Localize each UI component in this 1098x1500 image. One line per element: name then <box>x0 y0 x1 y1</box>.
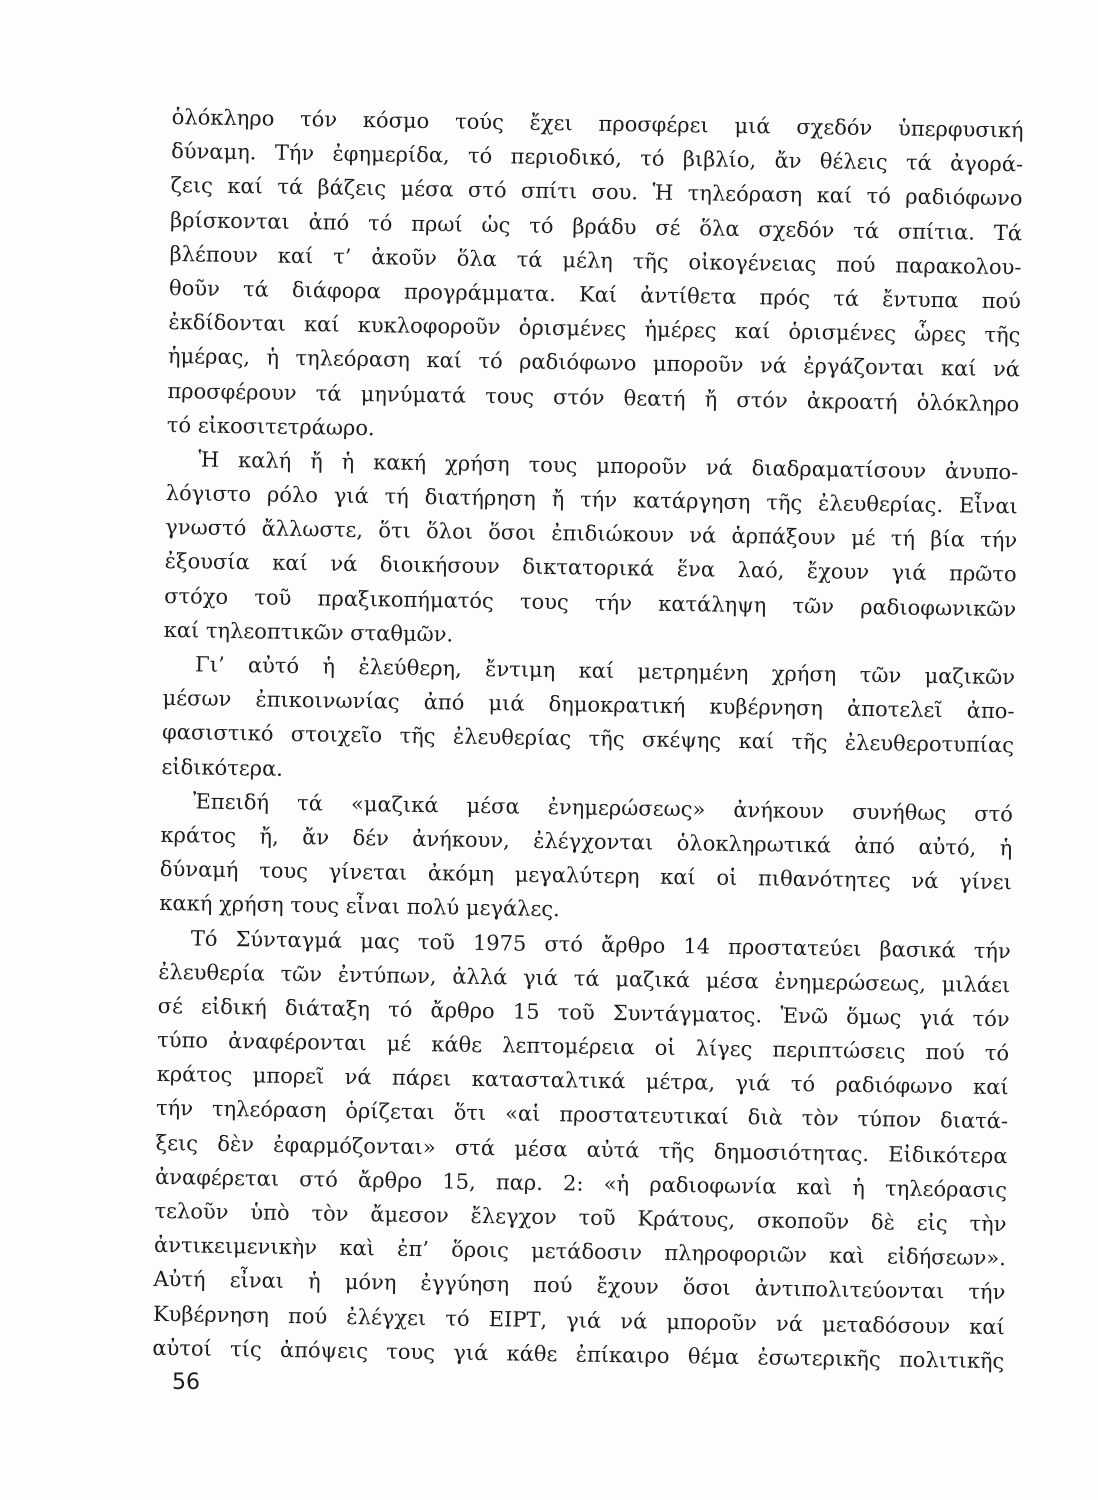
text-line: Τό Σύνταγμά μας τοῦ 1975 στό ἄρθρο 14 προστατεύει βασικά τήν <box>190 925 1011 963</box>
text-line: καί τηλεοπτικῶν σταθμῶν. <box>163 617 454 647</box>
text-line: βλέπουν καί τ’ ἀκοῦν ὅλα τά μέλη τῆς οἰκογένειας πού παρακολου- <box>169 241 1022 280</box>
text-line: ἐλευθερία τῶν ἐντύπων, ἀλλά γιά τά μαζικά μέσα ἐνημερώσεως, μιλάει <box>158 959 1011 997</box>
text-line: ἐξουσία καί νά διοικήσουν δικτατορικά ἕνα λαό, ἔχουν γιά πρῶτο <box>164 549 1017 587</box>
text-line: ἀναφέρεται στό ἄρθρο 15, παρ. 2: «ἡ ραδιοφωνία καὶ ἡ τηλεόρασις <box>154 1164 1008 1203</box>
text-line: δύναμη. Τήν ἐφημερίδα, τό περιοδικό, τό βιβλίο, ἄν θέλεις τά ἀγορά- <box>171 139 1024 177</box>
text-line: Ἡ καλή ἤ ἡ κακή χρήση τους μποροῦν νά διαδραματίσουν ἀνυπο- <box>198 447 1019 485</box>
text-line: ξεις δὲν ἐφαρμόζονται» στά μέσα αὐτά τῆς δημοσιότητας. Εἰδικότερα <box>155 1130 1008 1168</box>
text-line: προσφέρουν τά μηνύματά τους στόν θεατή ἤ στόν ἀκροατή ὁλόκληρο <box>167 378 1020 416</box>
text-line: βρίσκονται ἀπό τό πρωί ὡς τό βράδυ σέ ὅλα σχεδόν τά σπίτια. Τά <box>169 207 1023 245</box>
text-line: ἀντικειμενικὴν καὶ ἐπ’ ὅροις μετάδοσιν πληροφοριῶν καὶ εἰδήσεων». <box>153 1233 1007 1271</box>
text-line: εἰδικότερα. <box>161 754 284 781</box>
text-line: γνωστό ἄλλωστε, ὅτι ὅλοι ὅσοι ἐπιδιώκουν νά ἁρπάξουν μέ τή βία τήν <box>165 515 1018 553</box>
text-line: κακή χρήση τους εἶναι πολύ μεγάλες. <box>159 891 560 922</box>
text-line: σέ εἰδική διάταξη τό ἄρθρο 15 τοῦ Συντάγματος. Ἐνῶ ὅμως γιά τόν <box>157 993 1010 1032</box>
text-line: τό εἰκοσιτετράωρο. <box>166 412 375 440</box>
text-line: μέσων ἐπικοινωνίας ἀπό μιά δημοκρατική κυβέρνηση ἀποτελεῖ ἀπο- <box>162 686 1015 724</box>
text-line: τελοῦν ὑπὸ τὸν ἄμεσον ἔλεγχον τοῦ Κράτους, σκοποῦν δὲ εἰς τὴν <box>154 1198 1007 1237</box>
text-line: τήν τηλεόραση ὁρίζεται ὅτι «αἱ προστατευτικαί διὰ τὸν τύπον διατά- <box>155 1096 1009 1134</box>
text-line: ἐκδίδονται καί κυκλοφοροῦν ὁρισμένες ἡμέρες καί ὁρισμένες ὧρες τῆς <box>168 310 1021 348</box>
text-line: ὁλόκληρο τόν κόσμο τούς ἔχει προσφέρει μιά σχεδόν ὑπερφυσική <box>171 104 1024 143</box>
body-text <box>152 100 1024 1378</box>
text-line: στόχο τοῦ πραξικοπήματός τους τήν κατάληψη τῶν ραδιοφωνικῶν <box>164 583 1017 621</box>
text-line: Κυβέρνηση πού ἐλέγχει τό ΕΙΡΤ, γιά νά μποροῦν νά μεταδόσουν καί <box>152 1301 1006 1339</box>
text-line: λόγιστο ρόλο γιά τή διατήρηση ἤ τήν κατάργηση τῆς ἐλευθερίας. Εἶναι <box>165 481 1018 519</box>
text-line: Αὐτή εἶναι ἡ μόνη ἐγγύηση πού ἔχουν ὅσοι ἀντιπολιτεύονται τήν <box>153 1267 1006 1305</box>
text-line: κράτος ἤ, ἄν δέν ἀνήκουν, ἐλέγχονται ὁλοκληρωτικά ἀπό αὐτό, ἡ <box>160 822 1013 861</box>
text-line: θοῦν τά διάφορα προγράμματα. Καί ἀντίθετα πρός τά ἔντυπα πού <box>168 275 1022 314</box>
text-line: ζεις καί τά βάζεις μέσα στό σπίτι σου. Ἡ τηλεόραση καί τό ραδιόφωνο <box>170 173 1023 211</box>
page-number: 56 <box>172 1370 200 1395</box>
text-line: αὐτοί τίς ἀπόψεις τους γιά κάθε ἐπίκαιρο θέμα ἐσωτερικῆς πολιτικῆς <box>152 1335 1005 1373</box>
text-line: Ἐπειδή τά «μαζικά μέσα ἐνημερώσεως» ἀνήκουν συνήθως στό <box>192 789 1014 827</box>
text-line: φασιστικό στοιχεῖο τῆς ἐλευθερίας τῆς σκέψης καί τῆς ἐλευθεροτυπίας <box>161 720 1015 758</box>
text-line: ἡμέρας, ἡ τηλεόραση καί τό ραδιόφωνο μποροῦν νά ἐργάζονται καί νά <box>167 344 1021 382</box>
text-line: κράτος μπορεῖ νά πάρει κατασταλτικά μέτρα, γιά τό ραδιόφωνο καί <box>156 1062 1009 1100</box>
text-line: Γι’ αὐτό ἡ ἐλεύθερη, ἔντιμη καί μετρημένη χρήση τῶν μαζικῶν <box>194 652 1016 690</box>
text-line: τύπο ἀναφέρονται μέ κάθε λεπτομέρεια οἱ λίγες περιπτώσεις πού τό <box>157 1027 1010 1066</box>
text-line: δύναμή τους γίνεται ἀκόμη μεγαλύτερη καί οἱ πιθανότητες νά γίνει <box>159 857 1013 895</box>
